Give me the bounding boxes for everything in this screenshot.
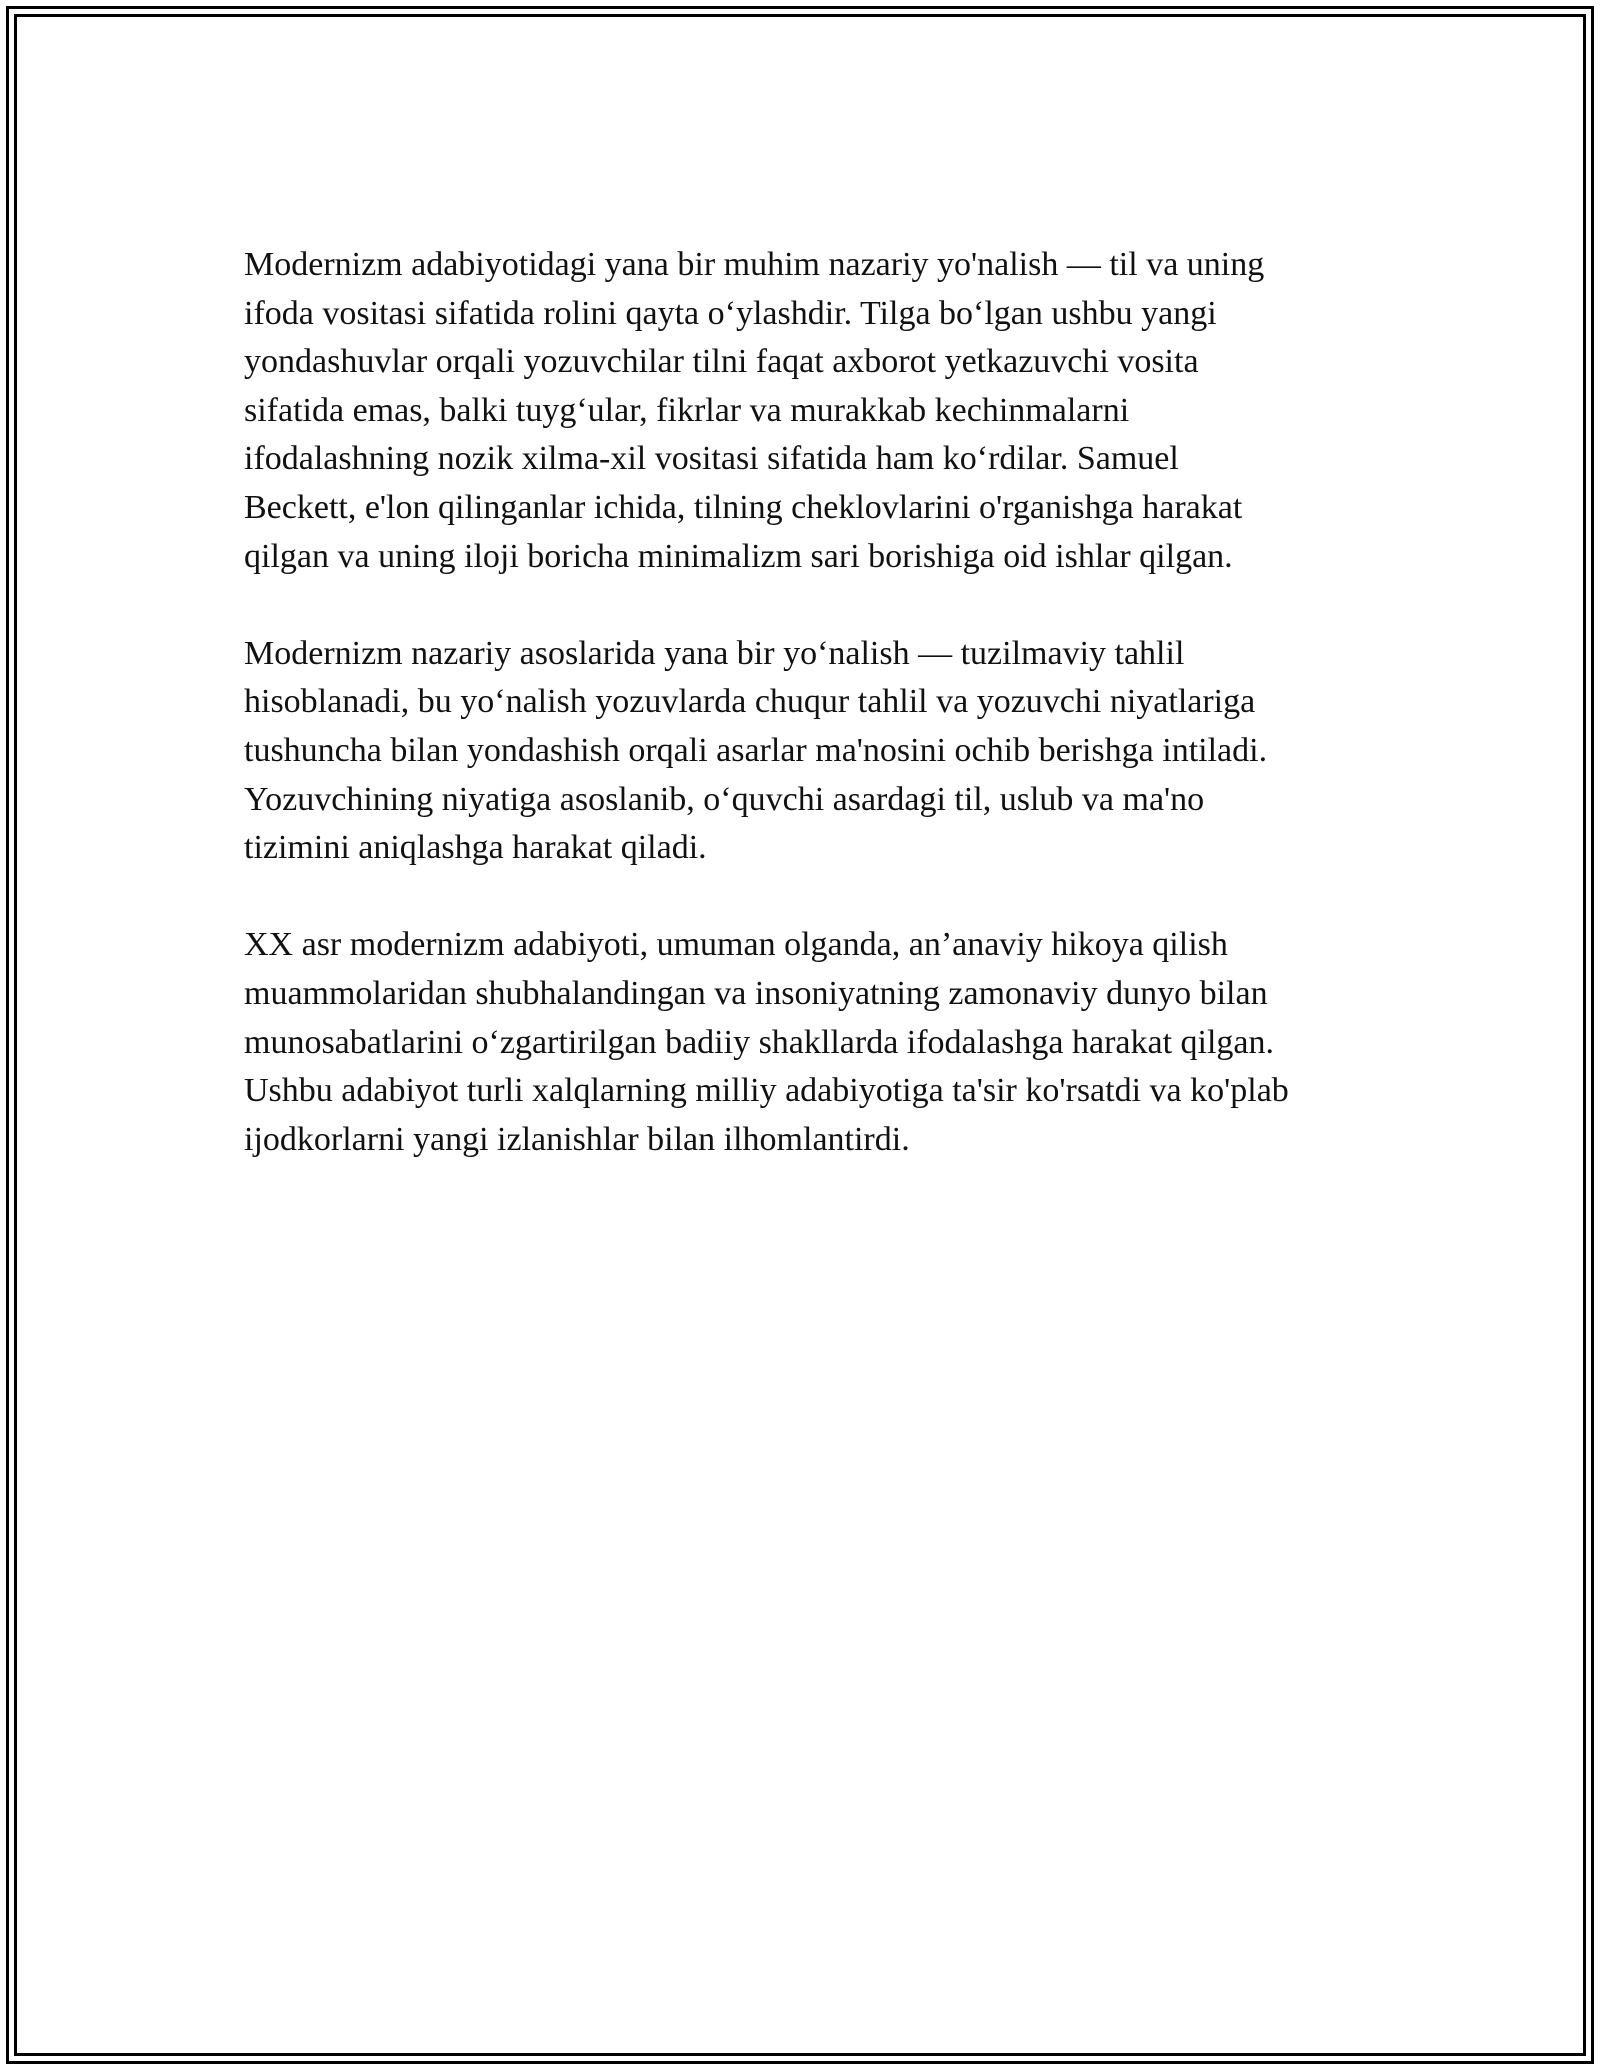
- paragraph-line: Yozuvchining niyatiga asoslanib, o‘quvchi asardagi til, uslub va ma'no: [244, 780, 1205, 818]
- paragraph-line: munosabatlarini o‘zgartirilgan badiiy shakllarda ifodalashga harakat qilgan.: [244, 1023, 1275, 1061]
- page-border: [6, 6, 1594, 2064]
- paragraph-3: [244, 921, 1379, 1164]
- paragraph-line: XX asr modernizm adabiyoti, umuman olganda, an’anaviy hikoya qilish: [244, 926, 1228, 964]
- paragraph-line: Beckett, e'lon qilinganlar ichida, tilning cheklovlarini o'rganishga harakat: [244, 488, 1243, 526]
- paragraph-line: muammolaridan shubhalandingan va insoniyatning zamonaviy dunyo bilan: [244, 974, 1268, 1012]
- paragraph-line: Modernizm adabiyotidagi yana bir muhim nazariy yo'nalish — til va uning: [244, 246, 1265, 283]
- paragraph-2: [244, 630, 1379, 873]
- paragraph-line: ijodkorlarni yangi izlanishlar bilan ilhomlantirdi.: [244, 1120, 910, 1158]
- paragraph-line: Modernizm nazariy asoslarida yana bir yo‘nalish — tuzilmaviy tahlil: [244, 634, 1185, 672]
- paragraph-1: [244, 241, 1379, 581]
- paragraph-line: tizimini aniqlashga harakat qiladi.: [244, 829, 707, 867]
- paragraph-line: tushuncha bilan yondashish orqali asarlar ma'nosini ochib berishga intiladi.: [244, 731, 1268, 769]
- paragraph-line: qilgan va uning iloji boricha minimalizm sari borishiga oid ishlar qilgan.: [244, 537, 1233, 575]
- paragraph-line: ifoda vositasi sifatida rolini qayta o‘ylashdir. Tilga bo‘lgan ushbu yangi: [244, 294, 1217, 332]
- paragraph-line: sifatida emas, balki tuyg‘ular, fikrlar va murakkab kechinmalarni: [244, 391, 1130, 429]
- paragraph-line: yondashuvlar orqali yozuvchilar tilni faqat axborot yetkazuvchi vosita: [244, 343, 1199, 381]
- paragraph-line: Ushbu adabiyot turli xalqlarning milliy adabiyotiga ta'sir ko'rsatdi va ko'plab: [244, 1072, 1289, 1110]
- document-body: [244, 241, 1379, 1213]
- paragraph-line: ifodalashning nozik xilma-xil vositasi sifatida ham ko‘rdilar. Samuel: [244, 440, 1179, 478]
- paragraph-line: hisoblanadi, bu yo‘nalish yozuvlarda chuqur tahlil va yozuvchi niyatlariga: [244, 683, 1256, 721]
